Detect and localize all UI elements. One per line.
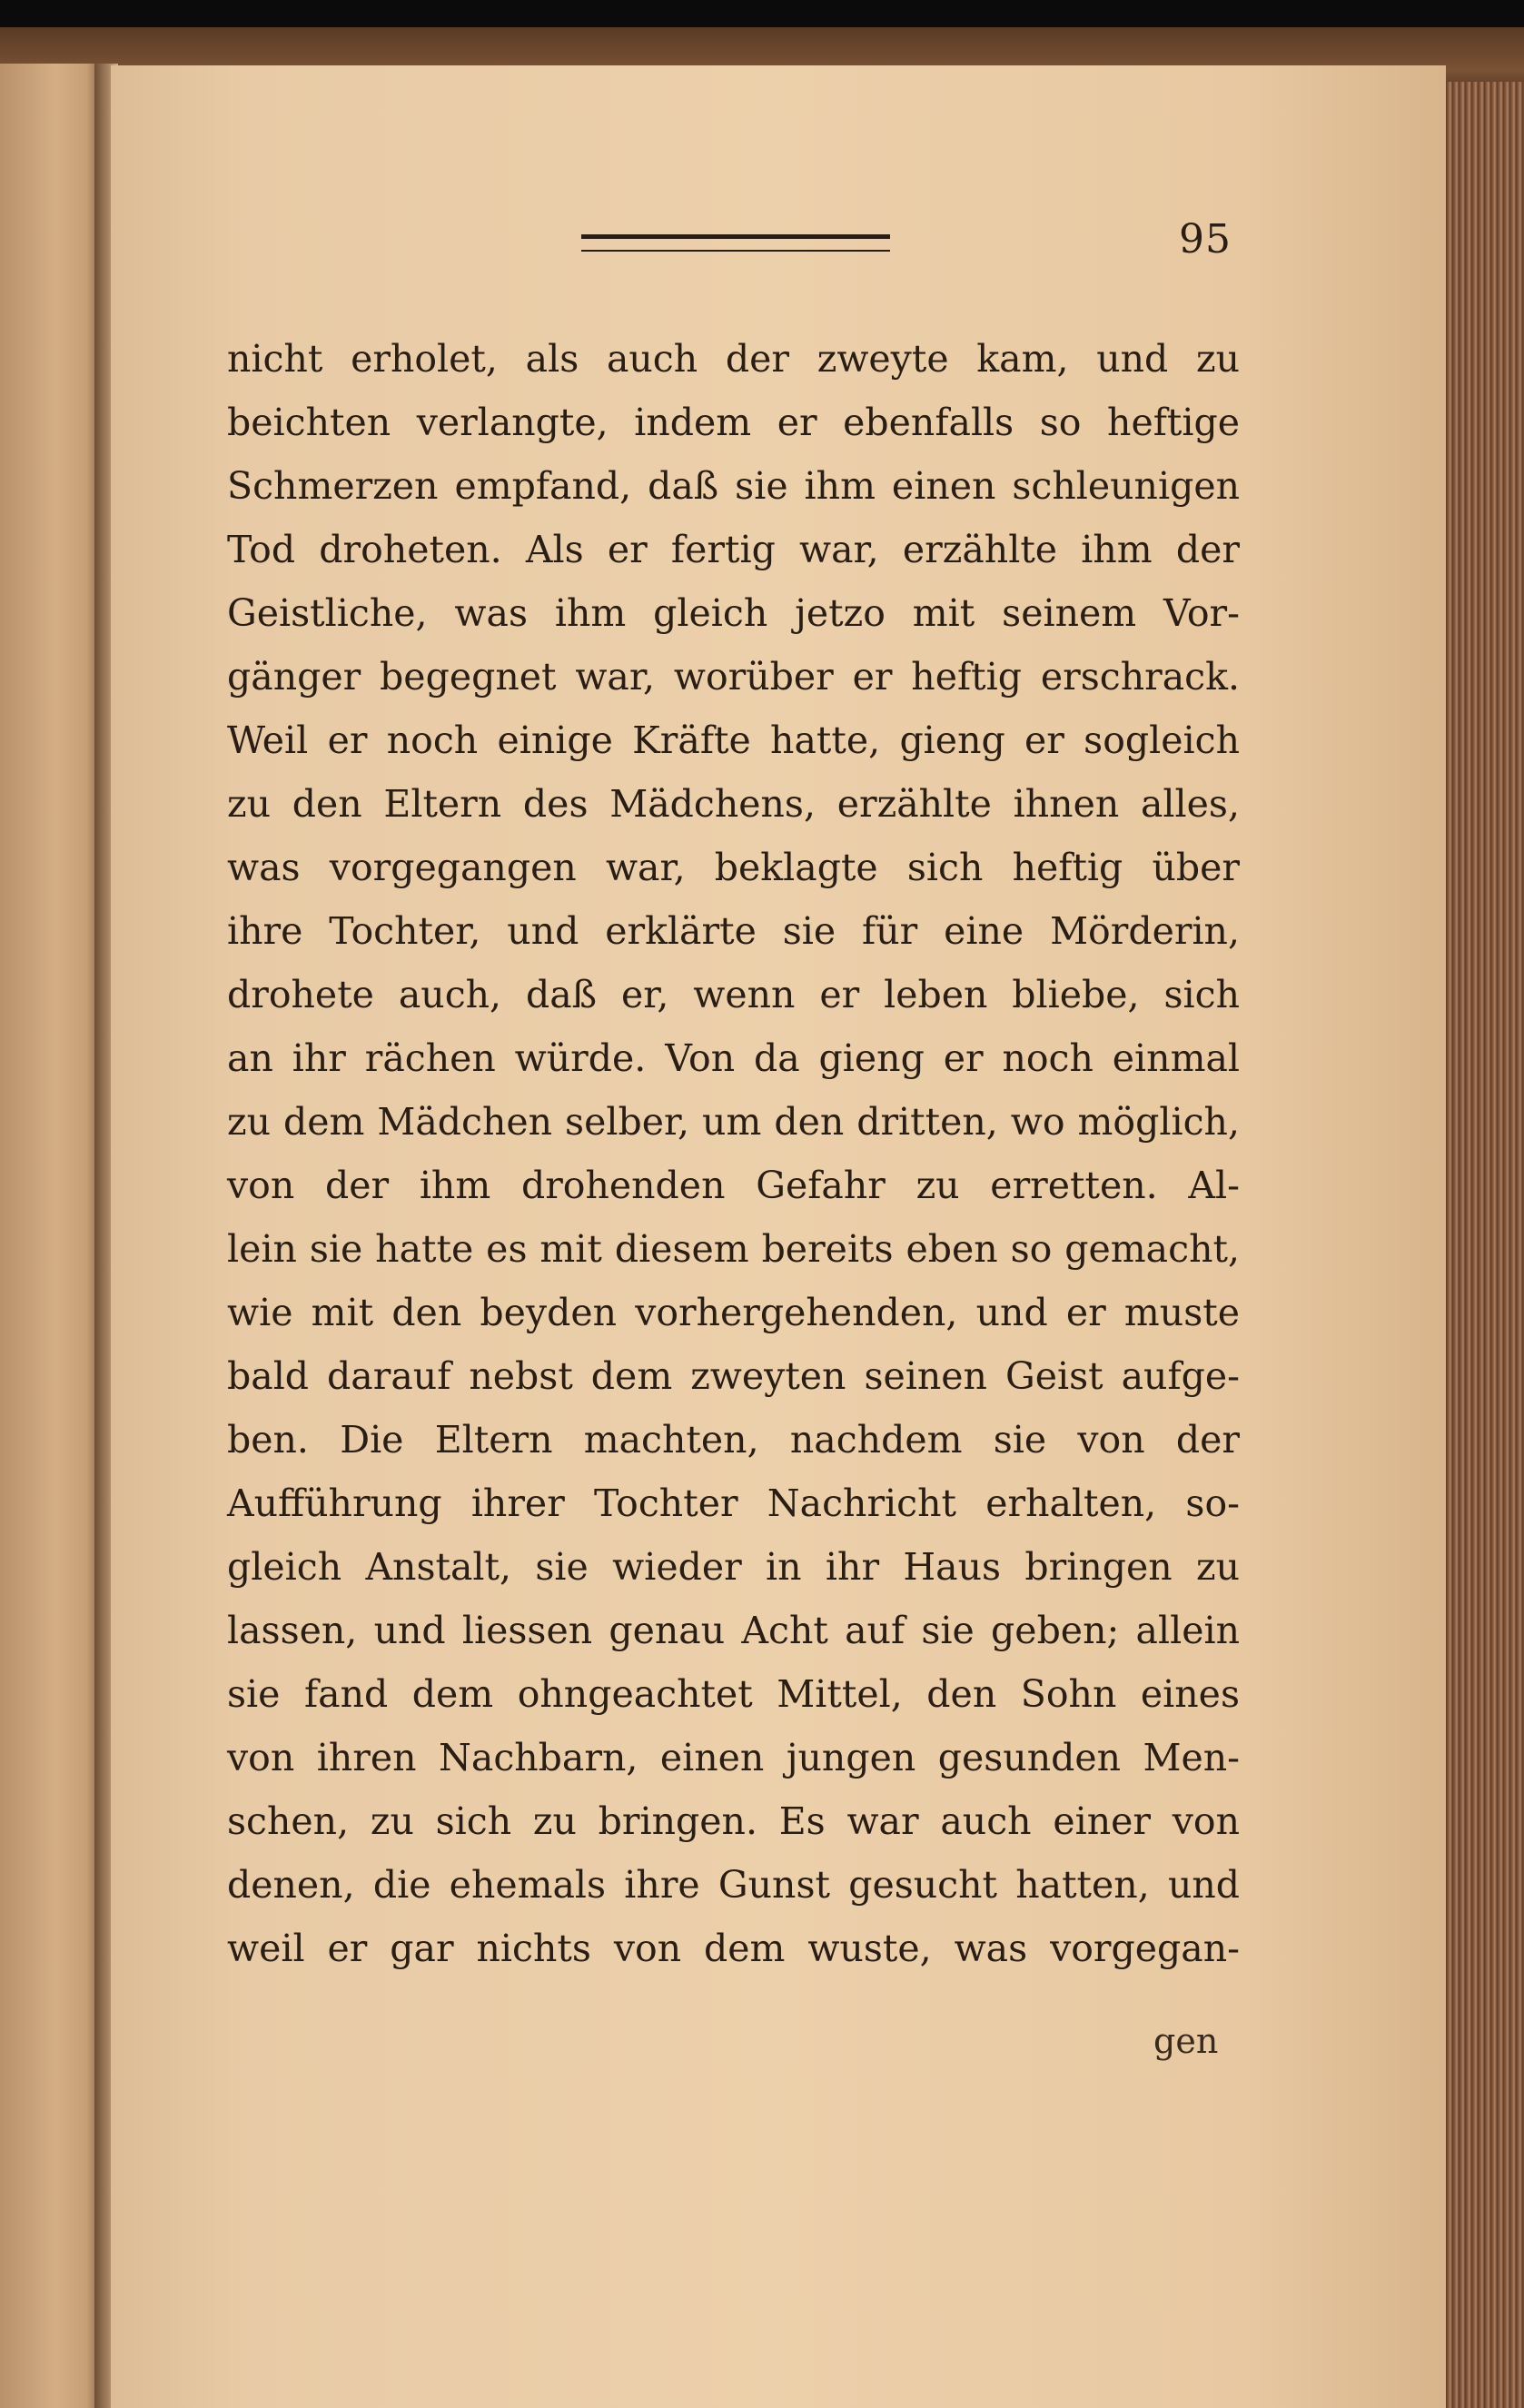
text-line: ihre Tochter, und erklärte sie für eine Mörderin, — [227, 909, 1240, 953]
text-line: Geistliche, was ihm gleich jetzo mit seinem Vor- — [227, 591, 1240, 635]
text-line: ben. Die Eltern machten, nachdem sie von der — [227, 1418, 1240, 1462]
text-line: lassen, und liessen genau Acht auf sie geben; allein — [227, 1609, 1240, 1652]
header-rule — [581, 234, 890, 252]
text-line: beichten verlangte, indem er ebenfalls so heftige — [227, 401, 1240, 444]
page-number: 95 — [1179, 216, 1232, 263]
text-line: Weil er noch einige Kräfte hatte, gieng er sogleich — [227, 718, 1240, 762]
text-line: gleich Anstalt, sie wieder in ihr Haus bringen zu — [227, 1545, 1240, 1589]
catchword: gen — [1153, 2021, 1219, 2061]
text-line: sie fand dem ohngeachtet Mittel, den Sohn eines — [227, 1672, 1240, 1716]
text-line: zu dem Mädchen selber, um den dritten, wo möglich, — [227, 1100, 1240, 1144]
text-line: Tod droheten. Als er fertig war, erzählte ihm der — [227, 528, 1240, 571]
text-line: lein sie hatte es mit diesem bereits eben so gemacht, — [227, 1227, 1240, 1271]
text-line: gänger begegnet war, worüber er heftig erschrack. — [227, 655, 1240, 699]
text-line: was vorgegangen war, beklagte sich heftig über — [227, 846, 1240, 889]
text-line: an ihr rächen würde. Von da gieng er noch einmal — [227, 1036, 1240, 1080]
text-line: denen, die ehemals ihre Gunst gesucht hatten, und — [227, 1863, 1240, 1907]
page-stack-edges — [1446, 82, 1524, 2408]
text-line: weil er gar nichts von dem wuste, was vorgegan- — [227, 1927, 1240, 1970]
text-line: wie mit den beyden vorhergehenden, und er muste — [227, 1291, 1240, 1334]
text-line: schen, zu sich zu bringen. Es war auch einer von — [227, 1799, 1240, 1843]
text-line: Schmerzen empfand, daß sie ihm einen schleunigen — [227, 464, 1240, 508]
text-line: nicht erholet, als auch der zweyte kam, und zu — [227, 337, 1240, 381]
text-line: zu den Eltern des Mädchens, erzählte ihnen alles, — [227, 782, 1240, 826]
text-line: Aufführung ihrer Tochter Nachricht erhalten, so- — [227, 1481, 1240, 1525]
body-text — [227, 327, 1240, 1980]
text-line: von ihren Nachbarn, einen jungen gesunden Men- — [227, 1736, 1240, 1779]
text-line: drohete auch, daß er, wenn er leben bliebe, sich — [227, 973, 1240, 1016]
text-line: von der ihm drohenden Gefahr zu erretten. Al- — [227, 1164, 1240, 1207]
left-page-edge — [0, 64, 102, 2408]
text-line: bald darauf nebst dem zweyten seinen Geist aufge- — [227, 1354, 1240, 1398]
